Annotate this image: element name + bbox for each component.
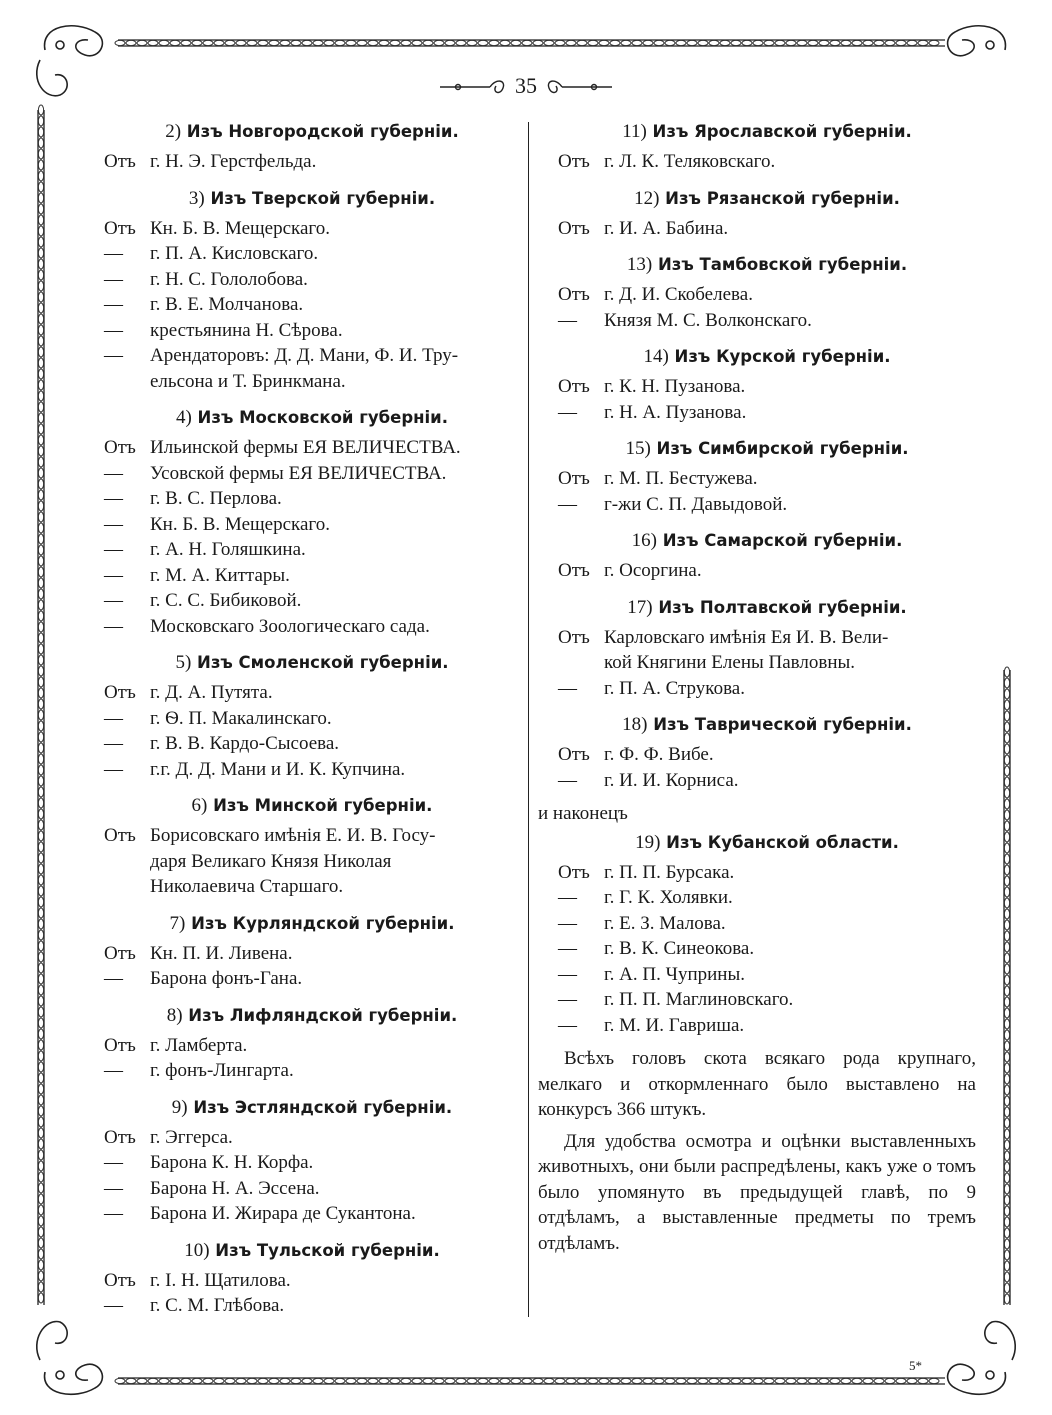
entry-text: Усовской фермы ЕЯ ВЕЛИЧЕСТВА. [150,462,447,484]
list-item [558,625,976,651]
list-item [104,706,520,732]
section-heading [558,343,976,370]
list-item [104,1033,520,1059]
entry-lead: — [104,707,123,729]
section-heading [104,1002,520,1029]
entry-lead: — [104,1203,123,1224]
entry-text: г. Н. С. Гололобова. [150,268,308,290]
entry-text: г. Ѳ. П. Макалинскаго. [150,707,332,729]
entry-lead: — [558,677,577,699]
entry-text: г. С. С. Бибиковой. [150,590,302,611]
section-number: 12) [634,187,660,209]
entry-text: Барона фонъ-Гана. [150,968,303,989]
section-title: Изъ Тамбовской губернiи. [652,255,908,274]
entry-lead: — [558,912,577,934]
section-number: 14) [643,346,669,367]
list-item [558,676,976,702]
list-item [104,318,520,344]
entry-text: г. К. Н. Пузанова. [604,376,746,397]
list-item [558,768,976,794]
section-number: 17) [627,596,653,618]
list-item [104,435,520,461]
list-item [104,757,520,783]
section-heading [104,649,520,676]
section-number: 13) [626,254,653,275]
entry-text: кой Княгини Елены Павловны. [604,652,856,673]
entry-text: Николаевича Старшаго. [150,876,344,897]
section-title: Изъ Кубанской области. [660,832,899,852]
section-title: Изъ Московской губернiи. [191,408,449,427]
entry-lead: Отъ [104,1126,136,1148]
entry-lead: — [104,758,123,780]
entry-lead: — [104,345,123,366]
entry-text: г. В. С. Перлова. [150,488,282,509]
list-item [104,966,520,992]
list-item [558,911,976,937]
section-heading [104,404,520,431]
page-number: 35 [515,73,537,98]
list-item [104,369,520,395]
entry-lead: — [104,1295,123,1316]
entry-text: Барона И. Жирара де Сукантона. [150,1203,416,1224]
entry-lead: Отъ [558,217,590,239]
entry-text: г-жи С. П. Давыдовой. [604,493,788,515]
entry-lead: Отъ [104,825,136,846]
section-heading [558,829,976,856]
list-item [104,874,520,900]
list-item [104,1293,520,1319]
entry-text: г. П. П. Маглиновскаго. [604,989,794,1010]
entry-lead: Отъ [104,942,136,964]
entry-lead: — [558,309,577,331]
entry-lead: — [104,243,123,264]
entry-text: Московскаго Зоологическаго сада. [150,615,430,637]
entry-lead: — [104,1060,123,1081]
entry-lead: Отъ [104,151,136,172]
entry-text: г. Ф. Ф. Вибе. [604,744,714,765]
section-heading [104,185,520,212]
list-item [558,308,976,334]
section-number: 10) [184,1239,210,1261]
entry-lead: — [104,268,123,290]
section-title: Изъ Смоленской губернiи. [191,653,449,672]
list-item [104,680,520,706]
section-title: Изъ Тульской губернiи. [209,1240,440,1260]
list-item [104,461,520,487]
entry-lead: — [558,1014,577,1036]
entry-text: г. В. К. Синеокова. [604,938,755,959]
entry-text: г. Эггерса. [150,1126,233,1148]
entry-text: г. I. Н. Щатилова. [150,1269,291,1291]
list-item [104,1150,520,1176]
section-number: 18) [622,714,648,735]
signature-mark: 5* [909,1358,922,1373]
entry-text: г. Д. И. Скобелева. [604,284,753,305]
list-item [558,282,976,308]
entry-text: крестьянина Н. Сѣрова. [150,319,343,341]
section-title: Изъ Курляндской губернiи. [185,913,455,933]
entry-text: г. А. П. Чуприны. [604,963,745,985]
entry-text: г. И. И. Корниса. [604,769,739,791]
section-title: Изъ Эстляндской губернiи. [187,1097,453,1117]
section-heading [558,251,976,278]
entry-lead: Отъ [104,1269,136,1291]
section-title: Изъ Минской губернiи. [207,796,433,815]
entry-text: г. М. И. Гавриша. [604,1014,745,1036]
section-heading [104,1237,520,1264]
entry-text: г. Осоргина. [604,560,702,581]
entry-lead: Отъ [104,1034,136,1056]
list-item [558,885,976,911]
entry-text: Арендаторовъ: Д. Д. Мани, Ф. И. Тру- [150,345,459,366]
entry-lead: Отъ [558,626,590,648]
entry-text: г. Н. Э. Герстфельда. [150,151,317,172]
section-number: 7) [169,912,186,934]
list-item [558,492,976,518]
entry-lead: — [104,1152,123,1173]
section-number: 3) [188,187,205,209]
list-item [104,588,520,614]
entry-text: г. П. А. Струкова. [604,677,745,699]
list-item [558,936,976,962]
entry-text: г. А. Н. Голяшкина. [150,539,306,560]
section-number: 15) [625,438,651,459]
section-number: 9) [171,1096,188,1118]
section-number: 4) [175,407,192,428]
section-number: 19) [635,831,661,853]
section-title: Изъ Рязанской губернiи. [659,188,900,208]
list-item [104,1176,520,1202]
section-number: 2) [165,121,182,142]
section-heading [104,792,520,819]
section-title: Изъ Самарской губернiи. [656,531,903,550]
section-number: 6) [191,795,208,816]
list-item [104,614,520,640]
list-item [558,466,976,492]
list-item [104,1058,520,1084]
entry-text: Князя М. С. Волконскаго. [604,309,812,331]
list-item [558,860,976,886]
section-heading [558,435,976,462]
list-item [104,563,520,589]
entry-text: г. Г. К. Холявки. [604,887,733,908]
entry-lead: — [104,319,123,341]
list-item [104,292,520,318]
section-number: 8) [166,1004,183,1026]
entry-lead: — [104,564,123,586]
entry-text: Карловскаго имѣнiя Ея И. В. Вели- [604,626,889,648]
entry-lead: — [104,488,123,509]
section-number: 11) [622,121,647,142]
entry-lead: — [558,938,577,959]
column-divider [528,122,529,1317]
entry-text: даря Великаго Князя Николая [150,850,392,872]
list-item [104,241,520,267]
entry-lead: Отъ [558,284,590,305]
entry-lead: — [104,539,123,560]
entry-lead: — [558,401,577,423]
list-item [104,1201,520,1227]
section-heading [558,527,976,554]
body-paragraph: Всѣхъ головъ скота всякаго рода крупнаго, мелкаго и откормленнаго было выставлено на конкурсъ 366 штукъ. [538,1048,976,1120]
section-heading [558,185,976,212]
section-heading [558,594,976,621]
list-item [104,343,520,369]
entry-lead: — [558,887,577,908]
section-title: Изъ Полтавской губернiи. [652,597,907,617]
section-heading [558,118,976,145]
list-item [104,512,520,538]
entry-text: г. П. П. Бурсака. [604,861,735,883]
list-item [558,558,976,584]
section-title: Изъ Ярославской губернiи. [646,122,912,141]
section-title: Изъ Новгородской губернiи. [181,122,459,141]
entry-text: г. П. А. Кисловскаго. [150,243,319,264]
entry-lead: — [104,294,123,315]
entry-text: г.г. Д. Д. Мани и И. К. Купчина. [150,758,406,780]
list-item [104,149,520,175]
entry-text: ельсона и Т. Бринкмана. [150,370,346,392]
entry-lead: Отъ [104,682,136,703]
entry-text: Барона К. Н. Корфа. [150,1152,314,1173]
entry-lead: Отъ [558,560,590,581]
entry-text: г. Д. А. Путята. [150,682,273,703]
section-heading [104,1094,520,1121]
entry-text: Ильинской фермы ЕЯ ВЕЛИЧЕСТВА. [150,437,461,458]
entry-lead: — [104,590,123,611]
lead-text: и наконецъ [538,803,628,824]
entry-text: г. С. М. Глѣбова. [150,1295,285,1316]
list-item [104,537,520,563]
entry-text: г. Н. А. Пузанова. [604,401,747,423]
list-item [558,374,976,400]
list-item [558,149,976,175]
entry-lead: Отъ [558,151,590,172]
list-item [558,216,976,242]
entry-text: г. М. А. Киттары. [150,564,290,586]
entry-text: Кн. Б. В. Мещерскаго. [150,217,330,239]
list-item [104,267,520,293]
entry-lead: — [104,615,123,637]
entry-lead: Отъ [558,468,590,489]
list-item [104,1268,520,1294]
entry-text: г. Л. К. Теляковскаго. [604,151,776,172]
entry-lead: — [558,769,577,791]
section-heading [104,910,520,937]
section-number: 16) [631,530,657,551]
entry-lead: — [558,963,577,985]
list-item [558,650,976,676]
entry-lead: — [104,1177,123,1199]
entry-text: г. В. Е. Молчанова. [150,294,304,315]
entry-lead: — [104,462,123,484]
entry-lead: — [104,733,123,754]
section-title: Изъ Лифляндской губернiи. [182,1005,458,1025]
section-heading [558,711,976,738]
list-item [558,742,976,768]
section-title: Изъ Курской губернiи. [668,347,891,366]
list-item [558,1013,976,1039]
entry-lead: Отъ [104,437,136,458]
entry-text: Кн. Б. В. Мещерскаго. [150,513,330,535]
list-item [104,486,520,512]
entry-lead: — [558,493,577,515]
entry-text: г. фонъ-Лингарта. [150,1060,294,1081]
entry-lead: Отъ [558,376,590,397]
entry-text: г. Е. З. Малова. [604,912,726,934]
left-column [104,116,520,1327]
section-title: Изъ Симбирской губернiи. [650,439,909,458]
section-title: Изъ Тверской губернiи. [204,188,436,208]
list-item [104,941,520,967]
list-item [104,849,520,875]
list-item [558,962,976,988]
entry-text: г. М. П. Бестужева. [604,468,758,489]
entry-lead: Отъ [104,217,136,239]
entry-lead: — [558,989,577,1010]
entry-text: г. И. А. Бабина. [604,217,729,239]
entry-lead: — [104,513,123,535]
list-item [558,400,976,426]
section-title: Изъ Таврической губернiи. [647,715,912,734]
entry-lead: — [104,968,123,989]
entry-text: г. В. В. Кардо-Сысоева. [150,733,340,754]
entry-text: Барона Н. А. Эссена. [150,1177,320,1199]
section-number: 5) [175,652,192,673]
list-item [558,987,976,1013]
list-item [104,216,520,242]
entry-lead: Отъ [558,861,590,883]
entry-lead: Отъ [558,744,590,765]
list-item [104,1125,520,1151]
section-heading [104,118,520,145]
entry-text: Борисовскаго имѣнiя Е. И. В. Госу- [150,825,436,846]
entry-text: г. Ламберта. [150,1034,248,1056]
list-item [104,731,520,757]
list-item [104,823,520,849]
right-column [538,116,976,1256]
body-paragraph: Для удобства осмотра и оцѣнки выставленныхъ животныхъ, они были распредѣлены, какъ уже о томъ было упомянуто въ предыдущей главѣ, по 9 отдѣламъ, а выставленные предметы по тремъ отдѣламъ. [538,1130,976,1254]
entry-text: Кн. П. И. Ливена. [150,942,293,964]
